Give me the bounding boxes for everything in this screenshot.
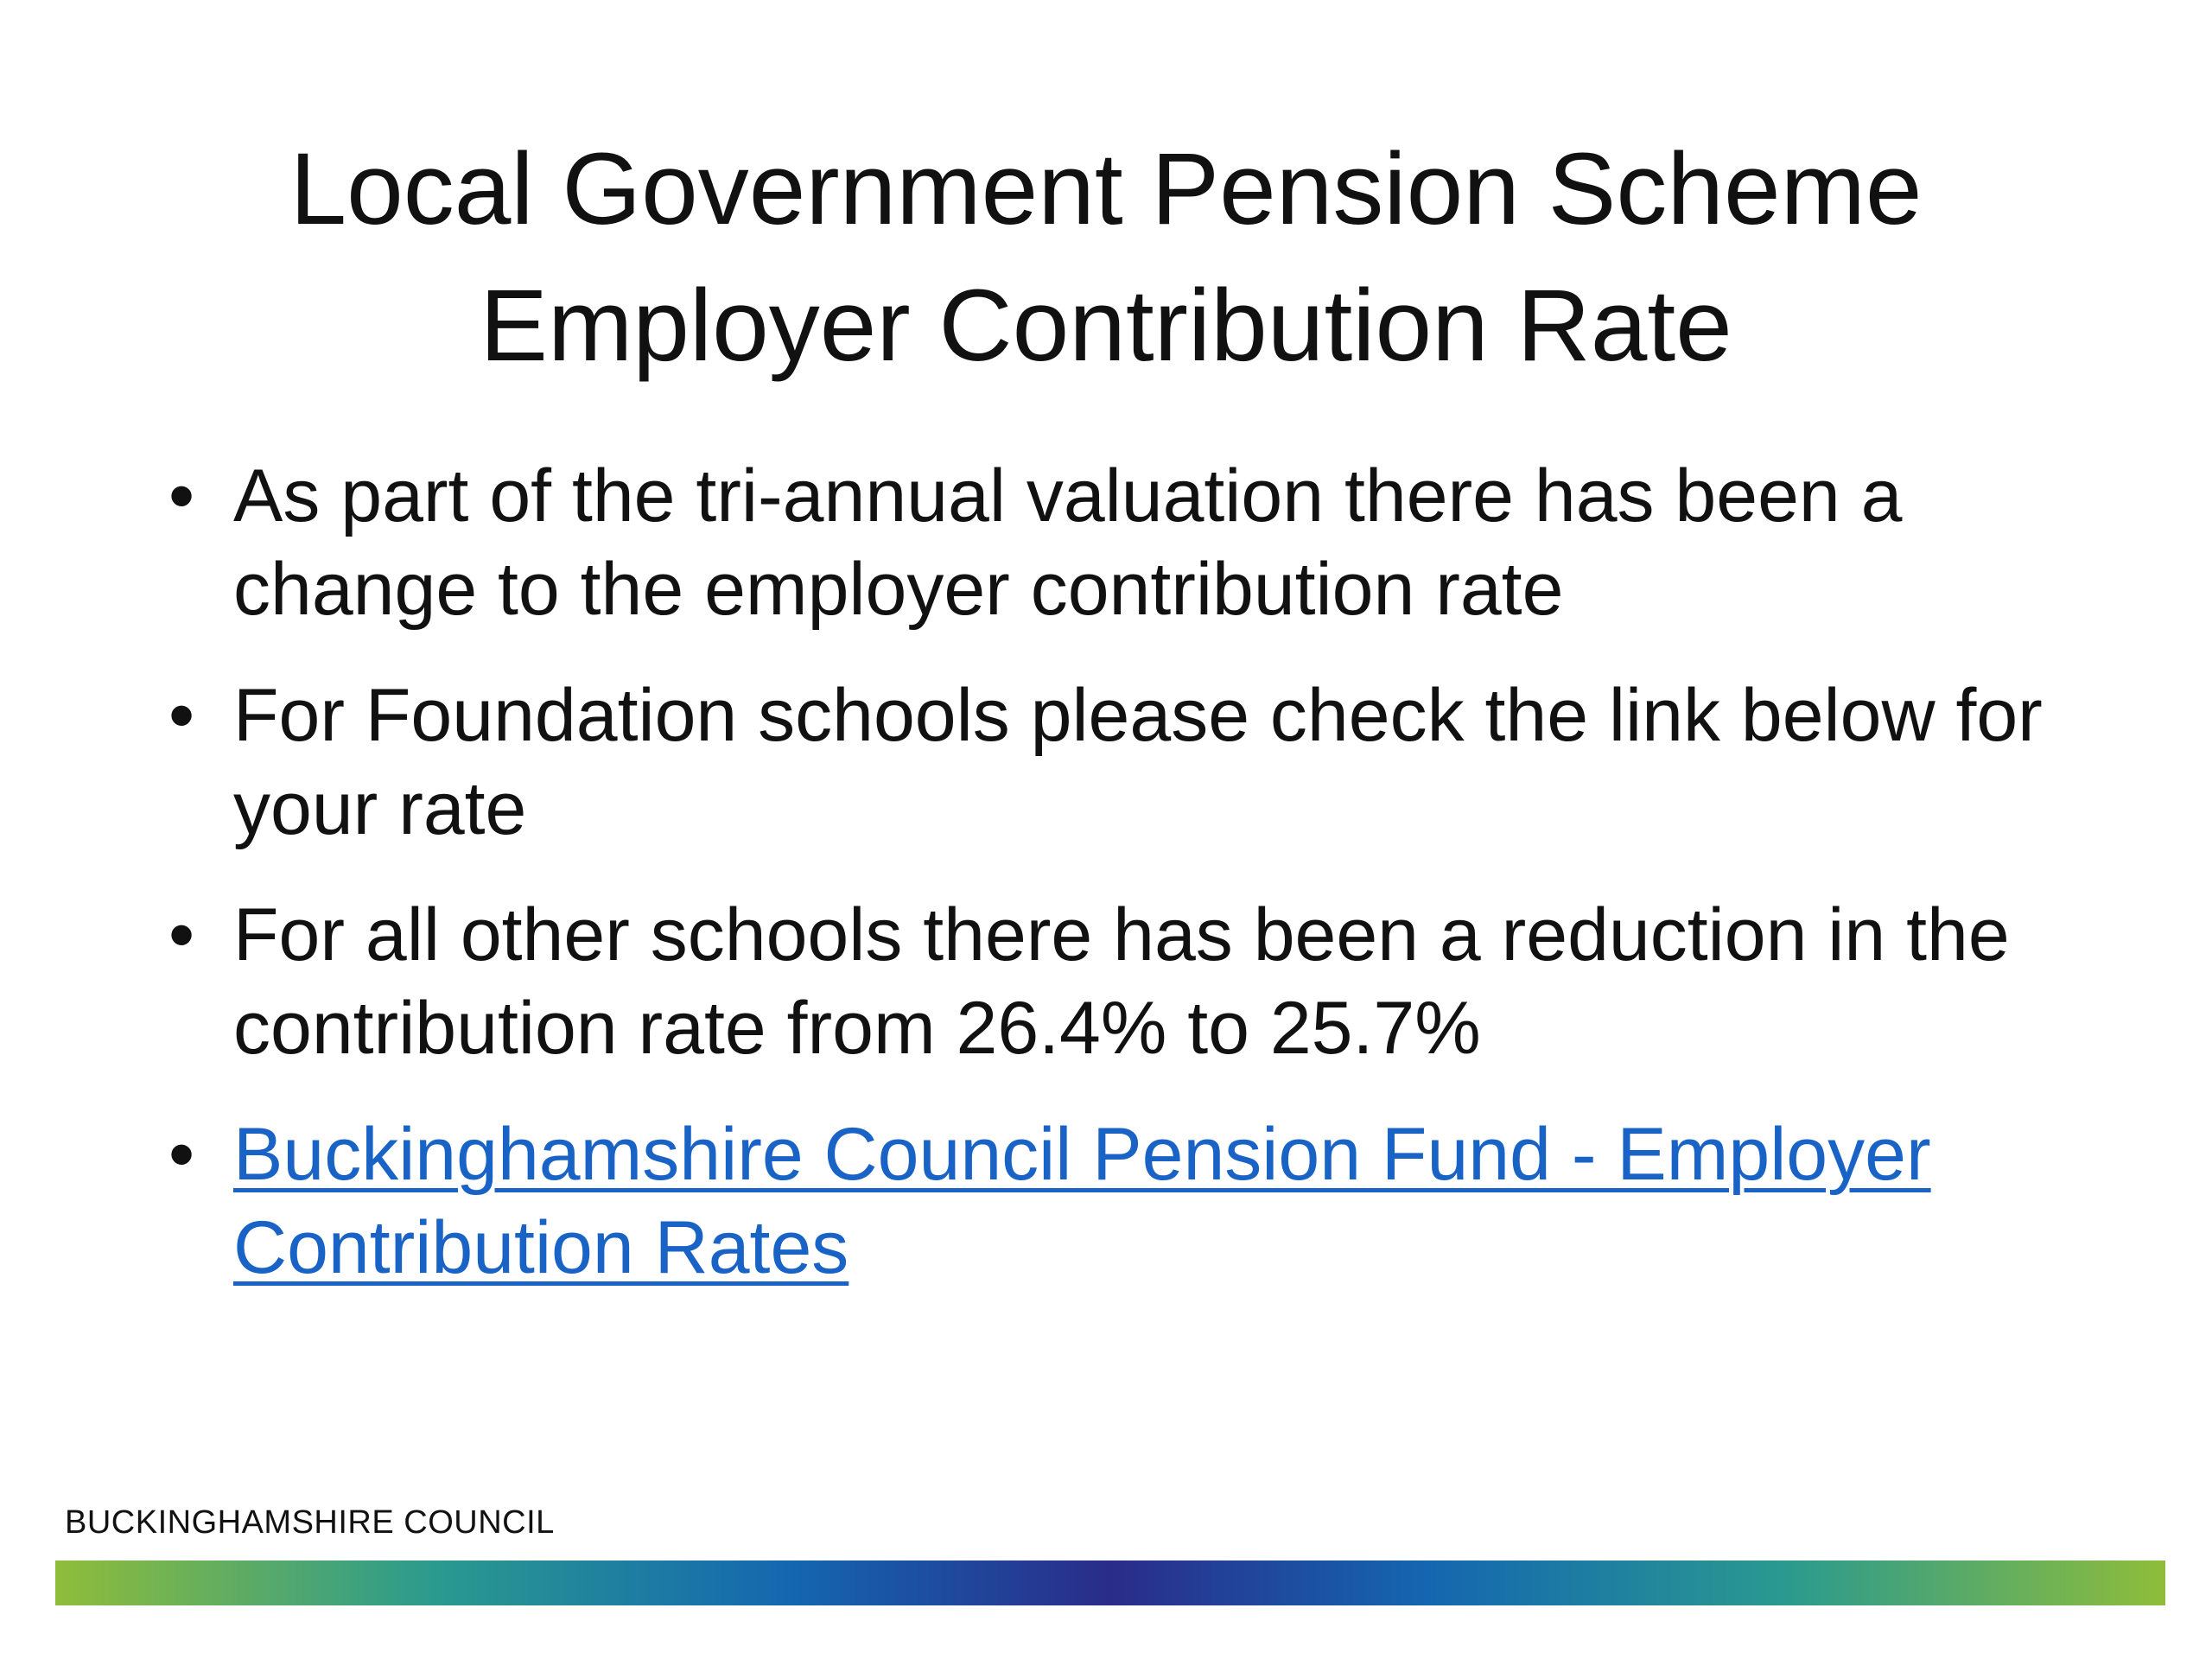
slide-title-line-2: Employer Contribution Rate <box>480 269 1732 383</box>
bullet-text: For all other schools there has been a reduction in the contribution rate from 26.4% to 25.7% <box>233 893 2010 1070</box>
slide-title-line-1: Local Government Pension Scheme <box>289 132 1923 246</box>
bullet-text: For Foundation schools please check the link below for your rate <box>233 674 2043 850</box>
pension-fund-rates-link[interactable]: Buckinghamshire Council Pension Fund - Employer Contribution Rates <box>233 1113 1931 1289</box>
bullet-list <box>168 449 2069 1327</box>
bullet-item <box>168 888 2069 1075</box>
footer-gradient-bar <box>55 1560 2165 1605</box>
slide-title <box>138 121 2074 394</box>
bullet-dot-icon: • <box>168 454 195 537</box>
bullet-text: As part of the tri-annual valuation there has been a change to the employer contribution rate <box>233 454 1903 631</box>
bullet-dot-icon: • <box>168 674 195 757</box>
footer-organisation-name: BUCKINGHAMSHIRE COUNCIL <box>65 1504 555 1541</box>
bullet-item <box>168 449 2069 636</box>
bullet-item <box>168 669 2069 855</box>
bullet-dot-icon: • <box>168 1113 195 1196</box>
bullet-dot-icon: • <box>168 893 195 976</box>
bullet-item <box>168 1108 2069 1294</box>
